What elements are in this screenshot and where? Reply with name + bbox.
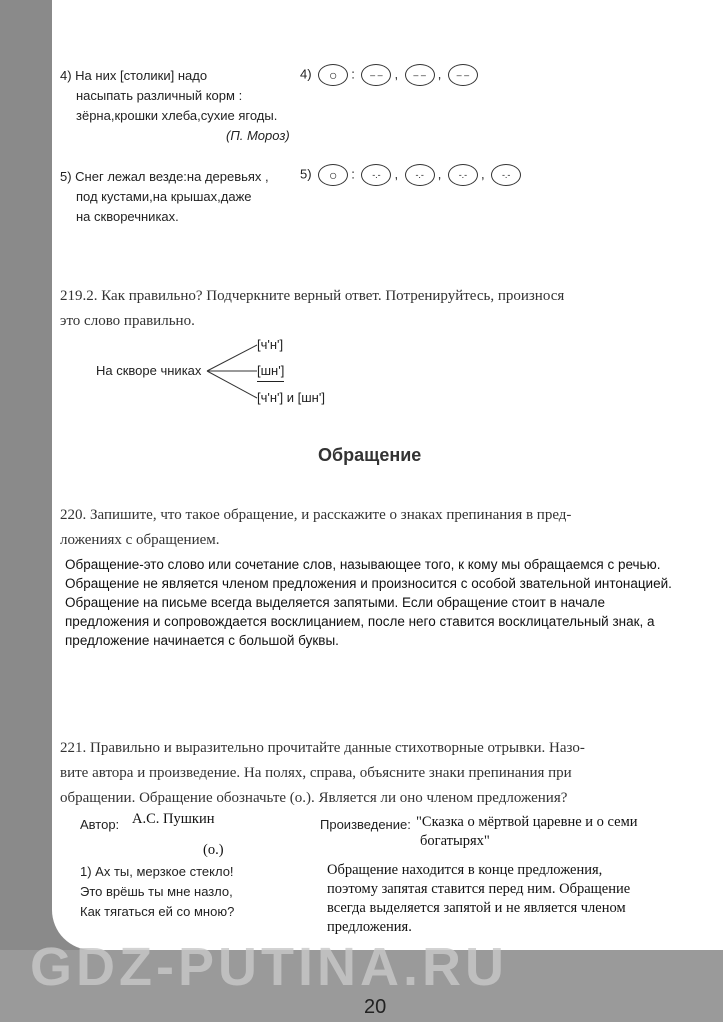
scheme-circle: -.- (491, 164, 521, 186)
line: богатырях" (420, 833, 490, 849)
line: обращении. Обращение обозначьте (о.). Является ли оно членом предложения? (60, 790, 568, 806)
punct: , (437, 166, 442, 182)
line: Как тягаться ей со мною? (80, 904, 235, 919)
line: вите автора и произведение. На полях, справа, объясните знаки препинания при (60, 765, 572, 781)
punct: , (394, 166, 399, 182)
poem (80, 862, 234, 922)
scheme-circle: – – (448, 64, 478, 86)
line: всегда выделяется запятой и не является членом (327, 900, 626, 916)
explanation (327, 861, 630, 937)
line: 4) На них [столики] надо (60, 68, 208, 83)
page-number: 20 (364, 996, 387, 1018)
line: предложения. (327, 919, 412, 935)
line: на скворечниках. (76, 209, 179, 224)
author-answer: А.С. Пушкин (132, 811, 215, 827)
line: 219.2. Как правильно? Подчеркните верный ответ. Потренируйтесь, произнося (60, 288, 565, 304)
line: ложениях с обращением. (60, 532, 220, 548)
work-answer (416, 813, 638, 851)
item-5-text (60, 167, 269, 227)
punct: , (480, 166, 485, 182)
line: Обращение не является членом предложения и произносится с особой звательной интонацией. (65, 576, 672, 591)
scheme-circle: – – (361, 64, 391, 86)
scheme-circle: ○ (318, 164, 348, 186)
author: (П. Мороз) (226, 128, 290, 143)
work-label: Произведение: (320, 817, 411, 832)
exercise-221 (60, 736, 585, 811)
line: 221. Правильно и выразительно прочитайте данные стихотворные отрывки. Назо- (60, 740, 585, 756)
line: 1) Ах ты, мерзкое стекло! (80, 864, 234, 879)
scheme-circle: -.- (405, 164, 435, 186)
author-label: Автор: (80, 817, 120, 832)
punct: : (351, 166, 355, 182)
section-heading: Обращение (318, 445, 422, 465)
item-5-scheme (300, 164, 524, 186)
line: насыпать различный корм : (76, 88, 243, 103)
address-mark: (о.) (203, 842, 224, 858)
line: под кустами,на крышах,даже (76, 189, 252, 204)
line: зёрна,крошки хлеба,сухие ягоды. (76, 108, 278, 123)
answer-220 (65, 555, 672, 650)
line: Обращение-это слово или сочетание слов, называющее того, к кому мы обращаемся с речью. (65, 557, 661, 572)
option-3: [ч'н'] и [шн'] (257, 390, 325, 405)
line: 5) Снег лежал везде:на деревьях , (60, 169, 269, 184)
line: это слово правильно. (60, 313, 195, 329)
branch-lines (205, 340, 265, 405)
punct: : (351, 66, 355, 82)
scheme-circle: – – (405, 64, 435, 86)
line: Это врёшь ты мне назло, (80, 884, 233, 899)
line: поэтому запятая ставится перед ним. Обращение (327, 881, 631, 897)
line: Обращение находится в конце предложения, (327, 862, 603, 878)
scheme-number: 5) (300, 166, 312, 182)
option-2-underlined: [шн'] (257, 361, 284, 382)
line: Обращение на письме всегда выделяется запятыми. Если обращение стоит в начале (65, 595, 606, 610)
option-1: [ч'н'] (257, 337, 284, 352)
punct: , (394, 66, 399, 82)
item-4-text (60, 66, 290, 146)
diagram-word: На скворе чниках (96, 363, 202, 378)
exercise-219-2 (60, 284, 564, 334)
line: 220. Запишите, что такое обращение, и расскажите о знаках препинания в пред- (60, 507, 572, 523)
punct: , (437, 66, 442, 82)
line: предложения и сопровождается восклицанием, после него ставится восклицательный знак, а (65, 614, 655, 629)
scheme-circle: -.- (361, 164, 391, 186)
line: "Сказка о мёртвой царевне и о семи (416, 814, 638, 830)
line: предложение начинается с большой буквы. (65, 633, 339, 648)
scheme-circle: -.- (448, 164, 478, 186)
exercise-220 (60, 503, 571, 553)
scheme-circle: ○ (318, 64, 348, 86)
watermark: GDZ-PUTINA.RU (30, 937, 508, 997)
item-4-scheme (300, 64, 481, 86)
scheme-number: 4) (300, 66, 312, 82)
